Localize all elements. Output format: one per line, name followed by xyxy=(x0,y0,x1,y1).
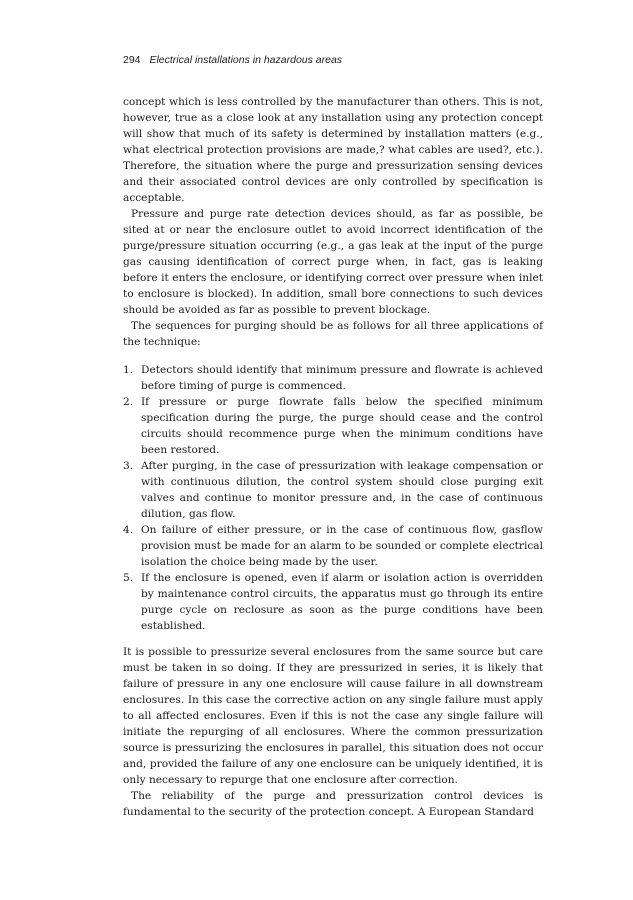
list-number: 1. xyxy=(123,364,134,376)
list-item xyxy=(123,362,543,394)
list-item xyxy=(123,458,543,522)
list-item-text: Detectors should identify that minimum pressure and flowrate is achieved before timing of purge is commenced. xyxy=(141,364,543,392)
list-item xyxy=(123,394,543,458)
list-item-text: If pressure or purge flowrate falls below the specified minimum specification during the purge, the purge should cease and the control circuits should recommence purge when the minimum conditions have been restored. xyxy=(141,396,543,456)
list-number: 4. xyxy=(123,524,134,536)
list-number: 2. xyxy=(123,396,134,408)
purge-sequence-list xyxy=(123,362,543,634)
running-title: Electrical installations in hazardous areas xyxy=(149,54,343,66)
list-item-text: After purging, in the case of pressurization with leakage compensation or with continuous dilution, the control system should close purging exit valves and continue to monitor pressure and, in the case of continuous dilution, gas flow. xyxy=(141,460,543,520)
list-number: 3. xyxy=(123,460,134,472)
paragraph: concept which is less controlled by the manufacturer than others. This is not, however, true as a close look at any installation using any protection concept will show that much of its safety is determined by installation matters (e.g., what electrical protection provisions are made,? what cables are used?, etc.). Therefore, the situation where the purge and pressurization sensing devices and their associated control devices are only controlled by specification is acceptable. xyxy=(123,96,543,204)
list-item-text: If the enclosure is opened, even if alarm or isolation action is overridden by maintenance control circuits, the apparatus must go through its entire purge cycle on reclosure as soon as the purge conditions have been established. xyxy=(141,572,543,632)
list-number: 5. xyxy=(123,572,134,584)
list-item-text: On failure of either pressure, or in the case of continuous flow, gasflow provision must be made for an alarm to be sounded or complete electrical isolation the choice being made by the user. xyxy=(141,524,543,568)
paragraph: The reliability of the purge and pressurization control devices is fundamental to the security of the protection concept. A European Standard xyxy=(123,790,543,818)
list-item xyxy=(123,522,543,570)
paragraph: Pressure and purge rate detection devices should, as far as possible, be sited at or near the enclosure outlet to avoid incorrect identification of the purge/pressure situation occurring (e.g., a gas leak at the input of the purge gas causing identification of correct purge when, in fact, gas is leaking before it enters the enclosure, or identifying correct over pressure when inlet to enclosure is blocked). In addition, small bore connections to such devices should be avoided as far as possible to prevent blockage. xyxy=(123,208,543,316)
list-item xyxy=(123,570,543,634)
paragraph: It is possible to pressurize several enclosures from the same source but care must be taken in so doing. If they are pressurized in series, it is likely that failure of pressure in any one enclosure will cause failure in all downstream enclosures. In this case the corrective action on any single failure must apply to all affected enclosures. Even if this is not the case any single failure will initiate the repurging of all enclosures. Where the common pressurization source is pressurizing the enclosures in parallel, this situation does not occur and, provided the failure of any one enclosure can be uniquely identified, it is only necessary to repurge that one enclosure after correction. xyxy=(123,646,543,786)
running-header xyxy=(123,54,342,66)
paragraph: The sequences for purging should be as follows for all three applications of the technique: xyxy=(123,320,543,348)
page-number: 294 xyxy=(123,54,141,66)
body-text xyxy=(123,94,543,820)
